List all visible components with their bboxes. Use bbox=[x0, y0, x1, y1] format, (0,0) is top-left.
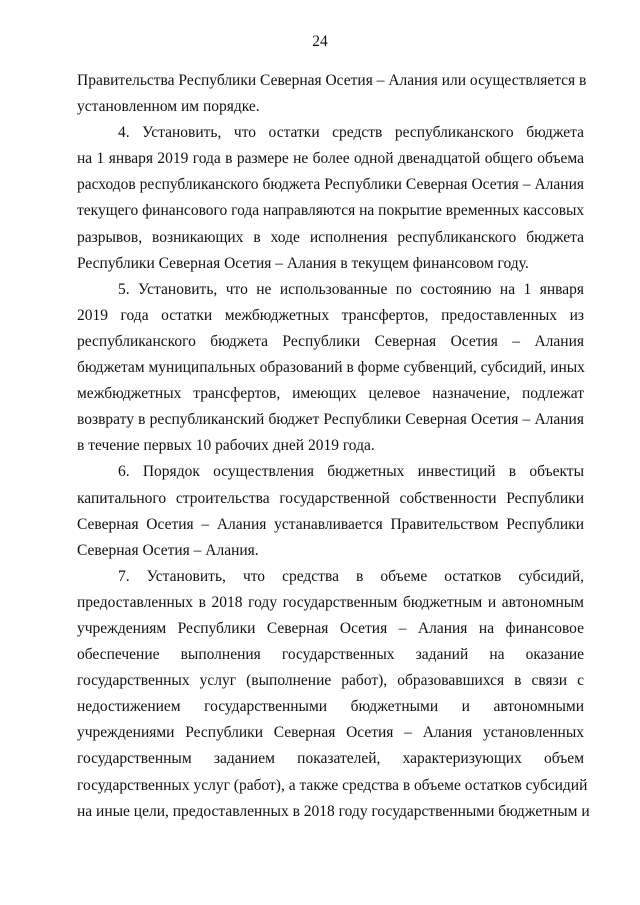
text-line: 7. Установить, что средства в объеме остатков субсидий, bbox=[118, 567, 584, 585]
text-line: в течение первых 10 рабочих дней 2019 года. bbox=[77, 437, 375, 455]
text-line: учреждениями Республики Северная Осетия – Алания установленных bbox=[77, 724, 584, 742]
text-line: обеспечение выполнения государственных заданий на оказание bbox=[77, 646, 584, 664]
text-line: предоставленных в 2018 году государственным бюджетным и автономным bbox=[77, 593, 584, 611]
text-line: на иные цели, предоставленных в 2018 году государственными бюджетным и bbox=[77, 802, 590, 820]
paragraph-item-6 bbox=[77, 459, 584, 563]
text-line: расходов республиканского бюджета Республики Северная Осетия – Алания bbox=[77, 176, 584, 194]
text-line: текущего финансового года направляются на покрытие временных кассовых bbox=[77, 202, 585, 220]
page-number: 24 bbox=[312, 33, 328, 50]
text-line: учреждениям Республики Северная Осетия – Алания на финансовое bbox=[77, 619, 584, 637]
text-line: недостижением государственными бюджетными и автономными bbox=[77, 698, 584, 716]
text-line: капитального строительства государственной собственности Республики bbox=[77, 489, 584, 507]
text-line: Северная Осетия – Алания. bbox=[77, 541, 259, 559]
text-line: межбюджетных трансфертов, имеющих целевое назначение, подлежат bbox=[77, 385, 584, 403]
text-line: установленном им порядке. bbox=[77, 98, 260, 116]
text-line: республиканского бюджета Республики Северная Осетия – Алания bbox=[77, 332, 584, 350]
text-line: Республики Северная Осетия – Алания в текущем финансовом году. bbox=[77, 254, 529, 272]
text-line: бюджетам муниципальных образований в форме субвенций, субсидий, иных bbox=[77, 359, 585, 377]
paragraph-item-5 bbox=[77, 277, 584, 460]
text-line: Правительства Республики Северная Осетия – Алания или осуществляется в bbox=[77, 72, 587, 89]
text-line: 4. Установить, что остатки средств республиканского бюджета bbox=[118, 124, 584, 142]
text-line: Северная Осетия – Алания устанавливается Правительством Республики bbox=[77, 515, 584, 533]
text-line: государственным заданием показателей, характеризующих объем bbox=[77, 750, 584, 768]
text-line: государственных услуг (работ), а также средства в объеме остатков субсидий bbox=[77, 776, 588, 794]
paragraph-item-7 bbox=[77, 564, 590, 825]
text-line: 5. Установить, что не использованные по состоянию на 1 января bbox=[118, 280, 584, 298]
paragraph-continuation bbox=[77, 68, 587, 120]
text-line: на 1 января 2019 года в размере не более одной двенадцатой общего объема bbox=[77, 150, 584, 168]
document-body bbox=[77, 68, 590, 825]
text-line: разрывов, возникающих в ходе исполнения республиканского бюджета bbox=[77, 228, 584, 246]
paragraph-item-4 bbox=[77, 120, 584, 277]
text-line: 6. Порядок осуществления бюджетных инвестиций в объекты bbox=[118, 463, 584, 481]
text-line: 2019 года остатки межбюджетных трансфертов, предоставленных из bbox=[77, 306, 584, 324]
text-line: государственных услуг (выполнение работ), образовавшихся в связи с bbox=[77, 672, 584, 690]
text-line: возврату в республиканский бюджет Республики Северная Осетия – Алания bbox=[77, 411, 584, 429]
